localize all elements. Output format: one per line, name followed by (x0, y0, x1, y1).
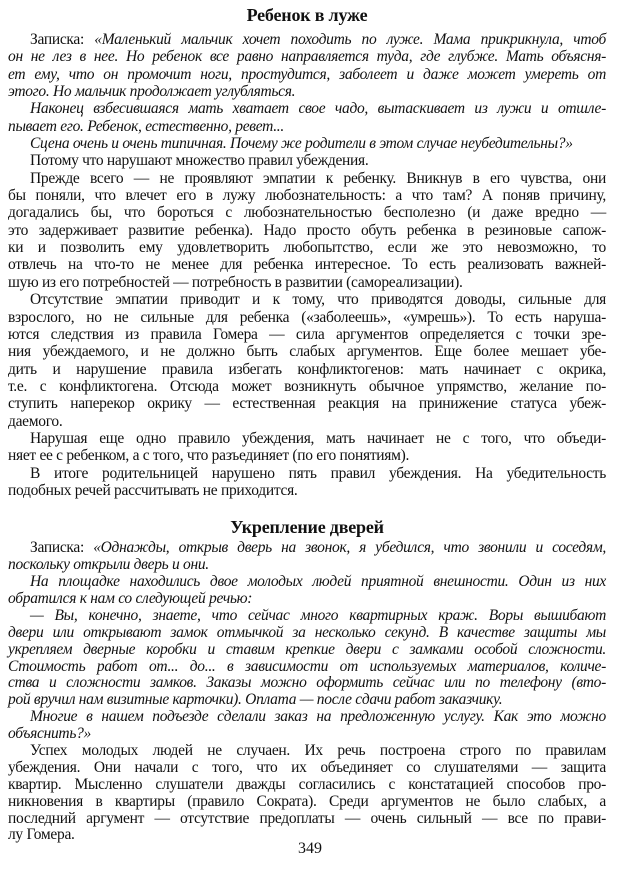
text-line (8, 709, 606, 726)
text-line (8, 726, 606, 743)
paragraph (8, 608, 606, 709)
italic-text: «Однажды, открыв дверь на звонок, я убедился, что звонили и соседям, (93, 539, 606, 557)
text-line (8, 447, 606, 464)
text: Потому что нарушают множество правил убеждения. (30, 152, 369, 170)
italic-text: рой вручил нам визитные карточки). Оплата — после сдачи работ заказчику. (8, 691, 503, 709)
text: последний аргумент — отсутствие предоплаты — очень сильный — все по прави- (8, 809, 606, 827)
text-line (8, 482, 606, 499)
paragraph (8, 574, 606, 608)
text-line (8, 777, 606, 794)
italic-text: Наконец взбесившаяся мать хватает свое чадо, вытаскивает из лужи и отшле- (30, 100, 606, 118)
text: Нарушая еще одно правило убеждения, мать начинает не с того, что объеди- (30, 429, 606, 447)
text: подобных речей рассчитывать не приходится. (8, 481, 298, 499)
section-body (8, 540, 606, 844)
paragraph (8, 709, 606, 743)
text-line (8, 100, 606, 117)
text: отвлечь на что-то не менее для ребенка интересное. То есть реализовать важней- (8, 256, 606, 274)
text-line (8, 152, 606, 169)
italic-text: обратился к нам со следующей речью: (8, 589, 253, 607)
italic-text: он не лез в нее. Но ребенок все равно направляется туда, где глубже. Мать объясня- (8, 48, 606, 66)
text: даемого. (8, 412, 63, 430)
text-line (8, 642, 606, 659)
paragraph (8, 100, 606, 135)
italic-text: ства и сложности замков. Заказы можно оформить сейчас или по телефону (вто- (8, 674, 606, 692)
text: Успех молодых людей не случаен. Их речь построена строго по правилам (30, 741, 606, 759)
text: Записка: (30, 539, 94, 557)
text-line (8, 256, 606, 273)
text: никновения в квартиры (правило Сократа). Среди аргументов не было слабых, а (8, 792, 606, 810)
text-line (8, 274, 606, 291)
text-line (8, 170, 606, 187)
text-line (8, 625, 606, 642)
text: ния убеждаемого, и не должно быть слабых аргументов. Еще более мешает убе- (8, 343, 606, 361)
text-line (8, 66, 606, 83)
text: убеждения. Они начали с того, что их объединяет со слушателями — защита (8, 758, 606, 776)
text: Записка: (30, 31, 95, 48)
text-line (8, 309, 606, 326)
italic-text: пывает его. Ребенок, естественно, ревет... (8, 117, 284, 135)
paragraph (8, 743, 606, 844)
italic-text: двери или открывают замок отмычкой за несколько секунд. В качестве защиты мы (8, 623, 606, 641)
text-line (8, 395, 606, 412)
text: ступить наперекор окрику — естественная реакция на принижение статуса убеж- (8, 395, 606, 413)
text-line (8, 430, 606, 447)
text-line (8, 811, 606, 828)
text-line (8, 465, 606, 482)
italic-text: Стоимость работ от... до... в зависимости от используемых материалов, количе- (8, 657, 606, 675)
paragraph (8, 31, 606, 100)
italic-text: этого. Но мальчик продолжает углубляться. (8, 83, 296, 101)
italic-text: — Вы, конечно, знаете, что сейчас много квартирных краж. Воры вышибают (30, 606, 606, 624)
text-line (8, 31, 606, 48)
text: ки и позволить ему удовлетворить любопытство, если же это невозможно, то (8, 239, 606, 257)
text-line (8, 204, 606, 221)
text: догадались бы, что бороться с любознательностью бесполезно (и даже вредно — (8, 204, 606, 222)
text-line (8, 743, 606, 760)
paragraph (8, 540, 606, 574)
paragraph (8, 170, 606, 291)
text-line (8, 48, 606, 65)
text-line (8, 118, 606, 135)
text-line (8, 540, 606, 557)
paragraph (8, 465, 606, 500)
text-line (8, 760, 606, 777)
text: Прежде всего — не проявляют эмпатии к ребенку. Вникнув в его чувства, они (30, 169, 606, 187)
section-body (8, 31, 606, 499)
text-line (8, 675, 606, 692)
text-line (8, 239, 606, 256)
section-heading: Ребенок в луже (246, 5, 368, 25)
text-line (8, 413, 606, 430)
text-line (8, 659, 606, 676)
section-heading: Укрепление дверей (230, 517, 384, 538)
text: ются следствия из правила Гомера — сила аргументов определяется с точки зре- (8, 325, 606, 343)
text-line (8, 574, 606, 591)
text: т.е. с конфликтогена. Отсюда может возникнуть обычное упрямство, желание по- (8, 377, 606, 395)
text-line (8, 591, 606, 608)
italic-text: поскольку открыли дверь и они. (8, 556, 209, 574)
text-line (8, 222, 606, 239)
book-page (8, 0, 606, 844)
text-line (8, 135, 606, 152)
paragraph (8, 135, 606, 152)
text-line (8, 557, 606, 574)
text: лу Гомера. (8, 826, 75, 844)
paragraph (8, 152, 606, 169)
text-line (8, 83, 606, 100)
italic-text: ет ему, что он промочит ноги, простудится, заболеет и даже может умереть от (8, 65, 606, 83)
section-ukreplenie-dverey (8, 517, 606, 844)
italic-text: Многие в нашем подъезде сделали заказ на предложенную услугу. Как это можно (30, 708, 606, 726)
text: Отсутствие эмпатии приводит и к тому, что приводятся доводы, сильные для (30, 291, 606, 309)
text: няет ее с ребенком, а с того, что разъединяет (по его понятиям). (8, 447, 410, 465)
text: В итоге родительницей нарушено пять правил убеждения. На убедительность (30, 464, 606, 482)
text-line (8, 361, 606, 378)
text-line (8, 291, 606, 308)
italic-text: На площадке находились двое молодых людей приятной внешности. Один из них (30, 573, 606, 591)
text: бы поняли, что влечет его в лужу любознательность: а что там? А поняв причину, (8, 187, 606, 205)
paragraph (8, 291, 606, 430)
text-line (8, 692, 606, 709)
paragraph (8, 430, 606, 465)
italic-text: укрепляем дверные коробки и ставим крепкие двери с замками особой сложности. (8, 640, 606, 658)
text-line (8, 326, 606, 343)
section-rebenok-v-luzhe (8, 5, 606, 499)
text: шую из его потребностей — потребность в развитии (самореализации). (8, 273, 463, 291)
text-line (8, 343, 606, 360)
text: взрослого, но не сильные для ребенка («заболеешь», «умрешь»). То есть наруша- (8, 308, 606, 326)
text-line (8, 794, 606, 811)
italic-text: Сцена очень и очень типичная. Почему же родители в этом случае неубедительны?» (30, 135, 573, 153)
page-number: 349 (298, 840, 322, 857)
italic-text: «Маленький мальчик хочет походить по луже. Мама прикрикнула, чтоб (94, 31, 606, 48)
text: дить и нарушение правила избегать конфликтогенов: мать начинает с окрика, (8, 360, 606, 378)
text-line (8, 378, 606, 395)
text-line (8, 608, 606, 625)
text: квартир. Мысленно слушатели дважды согласились с констатацией способов про- (8, 775, 606, 793)
italic-text: объяснить?» (8, 725, 91, 743)
text: это задерживает развитие ребенка). Надо просто обуть ребенка в резиновые сапож- (8, 221, 606, 239)
text-line (8, 187, 606, 204)
